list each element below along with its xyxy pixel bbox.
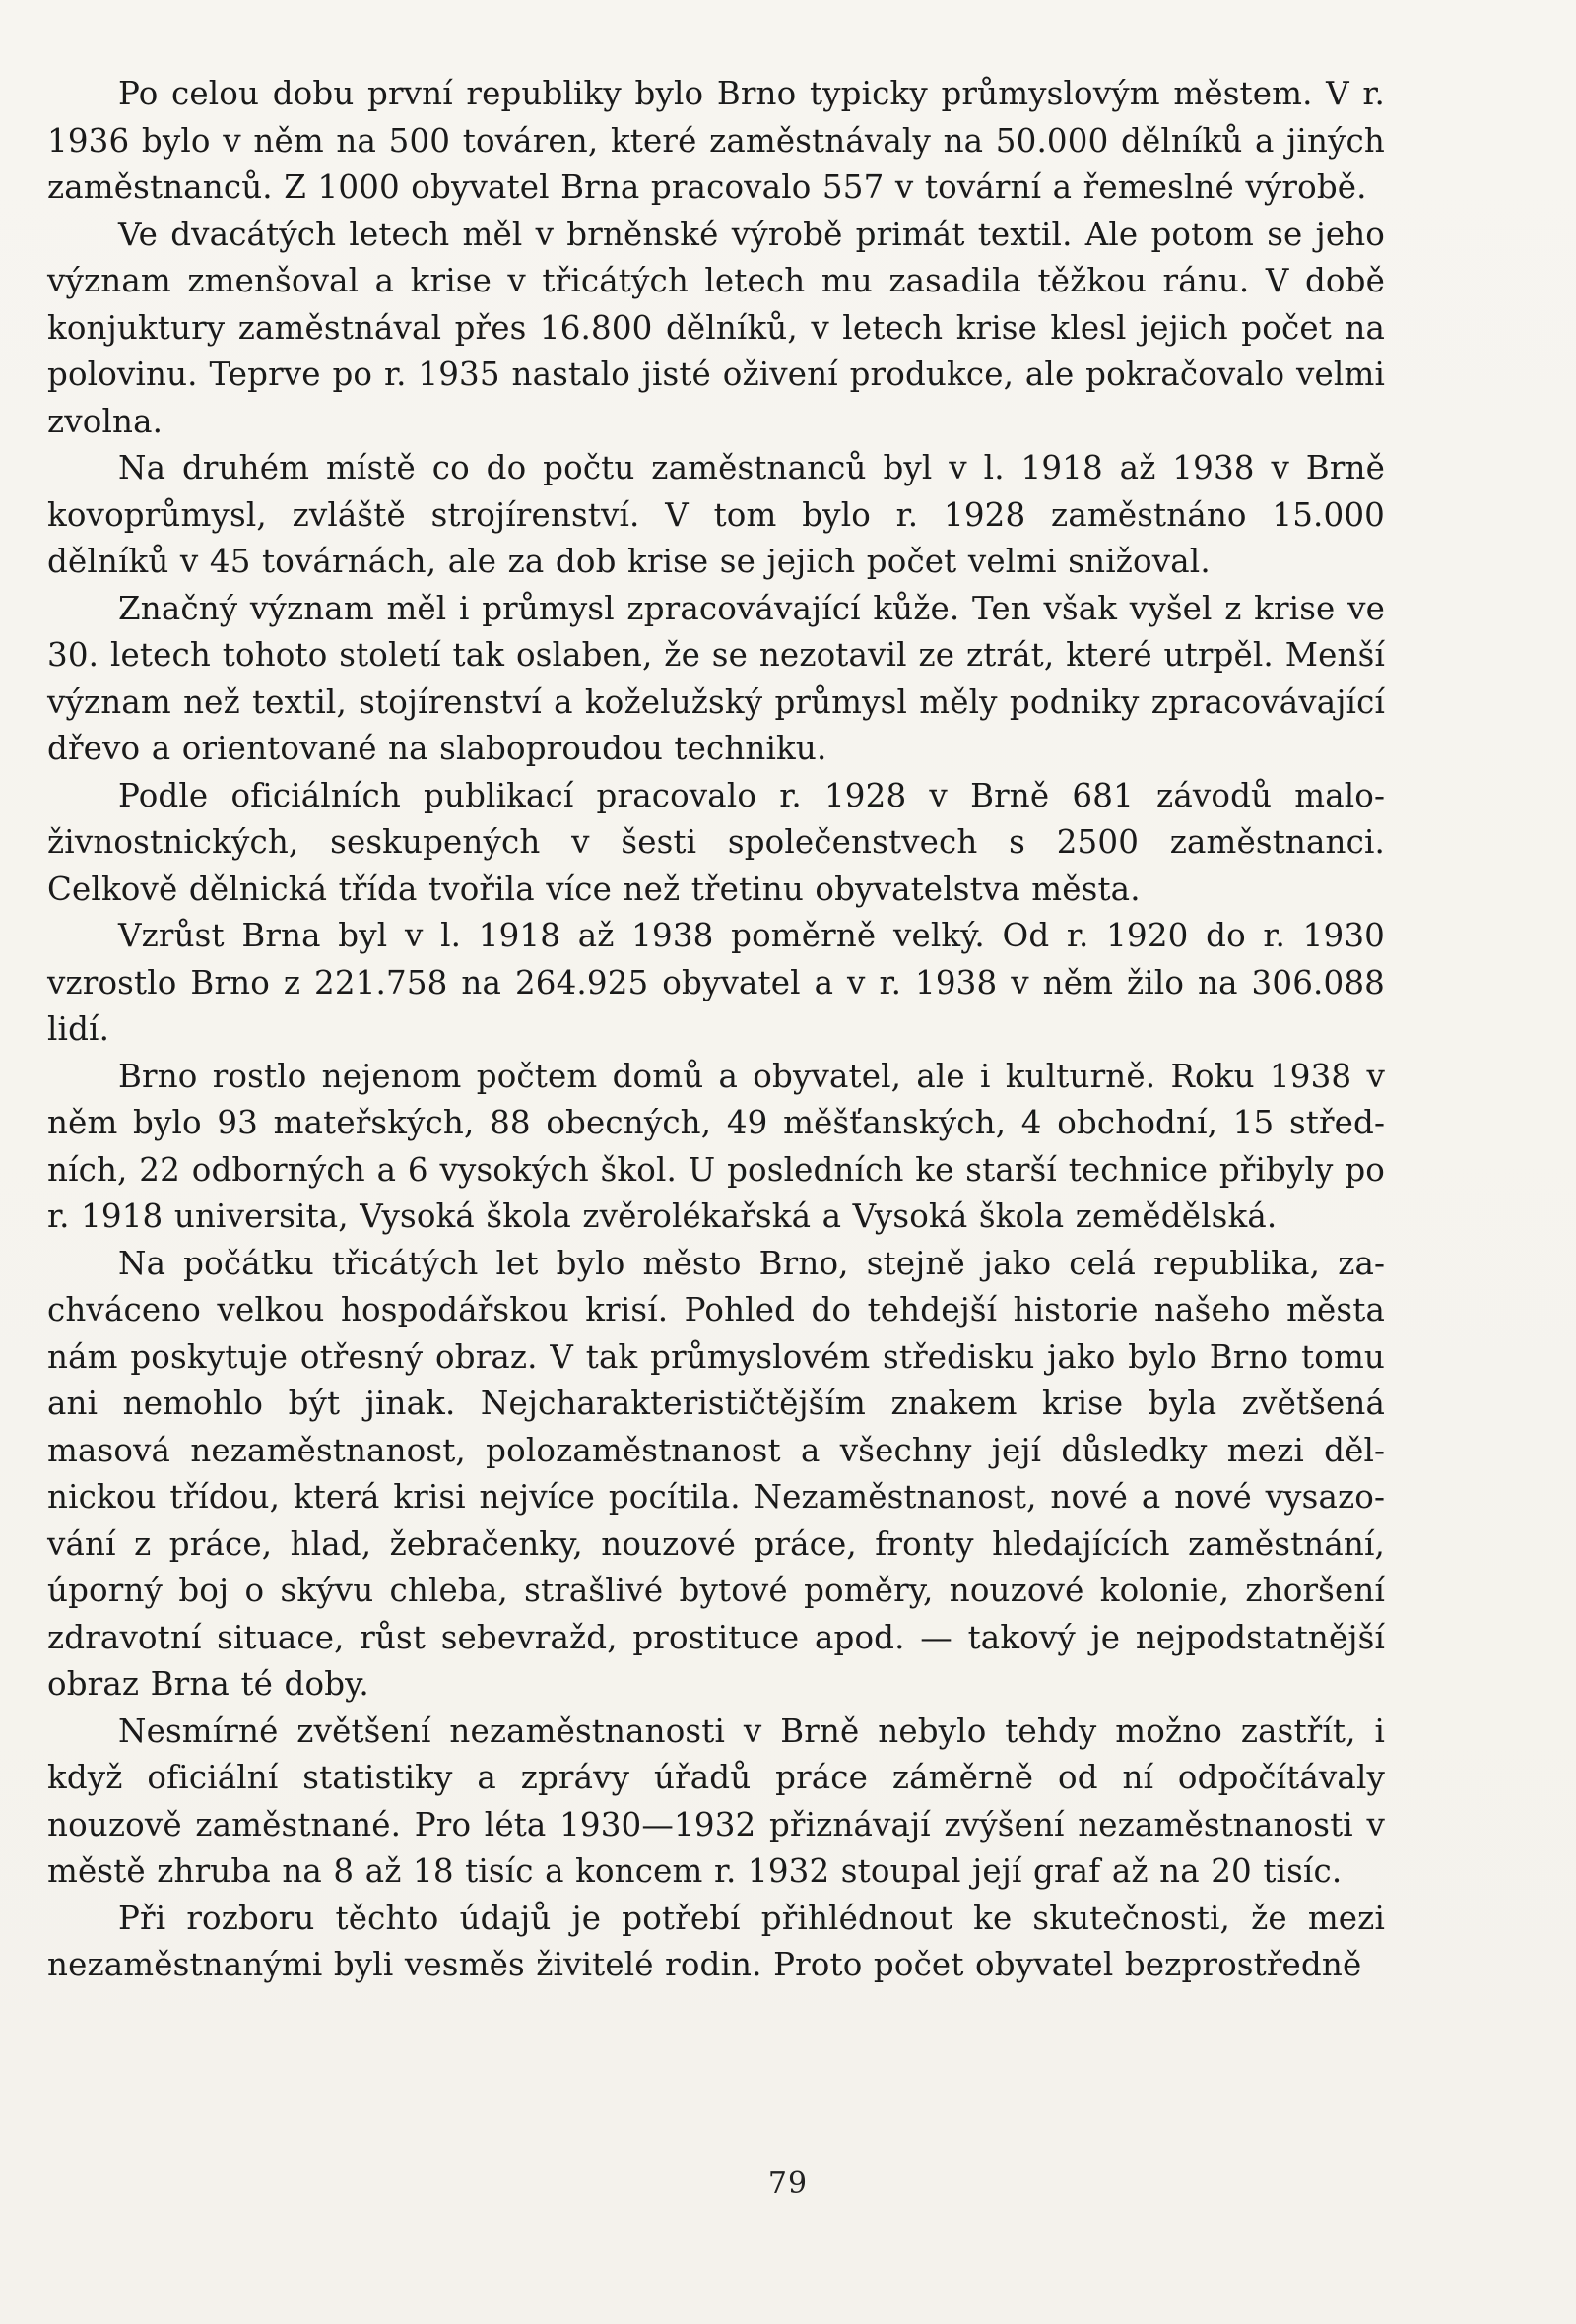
paragraph-5: Podle oficiálních publikací pracovalo r. 1928 v Brně 681 závodů maloživnostnických, seskupených v šesti společenstvech s 2500 zaměstnanci. Celkově dělnická třída tvořila více než třetinu obyvatelstva města. [47,776,1385,908]
paragraph-1: Po celou dobu první republiky bylo Brno typicky průmyslovým městem. V r. 1936 bylo v něm na 500 továren, které zaměstnávaly na 50.000 dělníků a jiných zaměstnanců. Z 1000 obyvatel Brna pracovalo 557 v tovární a řemeslné výrobě. [47,75,1385,206]
paragraph-7: Brno rostlo nejenom počtem domů a obyvatel, ale i kulturně. Roku 1938 v něm bylo 93 mateřských, 88 obecných, 49 měšťanských, 4 obchodní, 15 středních, 22 odborných a 6 vysokých škol. U posledních ke starší technice přibyly po r. 1918 universita, Vysoká škola zvěrolékařská a Vysoká škola zemědělská. [47,1057,1385,1235]
paragraph-8: Na počátku třicátých let bylo město Brno, stejně jako celá republika, zachváceno velkou hospodářskou krisí. Pohled do tehdejší historie našeho města nám poskytuje otřesný obraz. V tak průmyslovém středisku jako bylo Brno tomu ani nemohlo být jinak. Nejcharakterističtějším znakem krise byla zvětšená masová nezaměstnanost, polozaměstnanost a všechny její důsledky mezi dělnickou třídou, která krisi nejvíce pocítila. Nezaměstnanost, nové a nové vysazování z práce, hlad, žebračenky, nouzové práce, fronty hledajících zaměstnání, úporný boj o skývu chleba, strašlivé bytové poměry, nouzové kolonie, zhoršení zdravotní situace, růst sebevražd, prostituce apod. — takový je nejpodstatnější obraz Brna té doby. [47,1244,1385,1703]
paragraph-9: Nesmírné zvětšení nezaměstnanosti v Brně nebylo tehdy možno zastřít, i když oficiální statistiky a zprávy úřadů práce záměrně od ní odpočítávaly nouzově zaměstnané. Pro léta 1930—1932 přiznávají zvýšení nezaměstnanosti v městě zhruba na 8 až 18 tisíc a koncem r. 1932 stoupal její graf až na 20 tisíc. [47,1711,1385,1890]
body-text [47,71,1385,1989]
paragraph-10: Při rozboru těchto údajů je potřebí přihlédnout ke skutečnosti, že mezi nezaměstnanými byli vesměs živitelé rodin. Proto počet obyvatel bezprostředně [47,1899,1385,1983]
page-number: 79 [767,2166,809,2201]
paragraph-4: Značný význam měl i průmysl zpracovávající kůže. Ten však vyšel z krise ve 30. letech tohoto století tak oslaben, že se nezotavil ze ztrát, které utrpěl. Menší význam než textil, stojírenství a koželužský průmysl měly podniky zpracovávající dřevo a orientované na slaboproudou techniku. [47,589,1385,767]
paragraph-2: Ve dvacátých letech měl v brněnské výrobě primát textil. Ale potom se jeho význam zmenšoval a krise v třicátých letech mu zasadila těžkou ránu. V době konjuktury zaměstnával přes 16.800 dělníků, v letech krise klesl jejich počet na polovinu. Teprve po r. 1935 nastalo jisté oživení produkce, ale pokračovalo velmi zvolna. [47,215,1385,440]
paragraph-3: Na druhém místě co do počtu zaměstnanců byl v l. 1918 až 1938 v Brně kovoprůmysl, zvláště strojírenství. V tom bylo r. 1928 zaměstnáno 15.000 dělníků v 45 továrnách, ale za dob krise se jejich počet velmi snižoval. [47,449,1385,580]
paragraph-6: Vzrůst Brna byl v l. 1918 až 1938 poměrně velký. Od r. 1920 do r. 1930 vzrostlo Brno z 221.758 na 264.925 obyvatel a v r. 1938 v něm žilo na 306.088 lidí. [47,917,1385,1048]
